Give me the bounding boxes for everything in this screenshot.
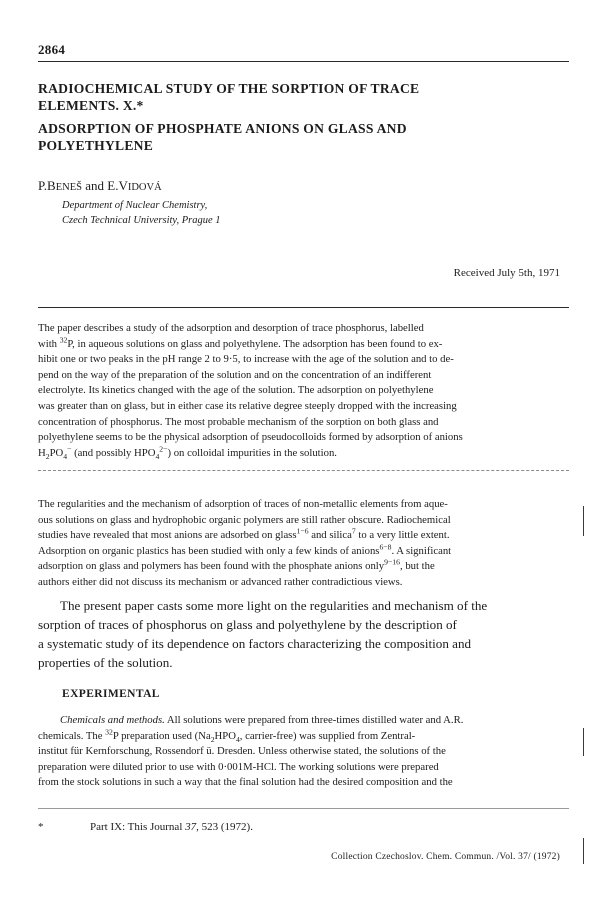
citation-superscript: 7 [351, 526, 356, 536]
affiliation-line-2: Czech Technical University, Prague 1 [62, 215, 221, 226]
experimental-line: preparation were diluted prior to use with 0·001M-HCl. The working solutions were prepared [38, 760, 439, 773]
text-run: chemicals. The [38, 729, 106, 742]
page-number: 2864 [38, 42, 66, 57]
abstract-line: pend on the way of the preparation of the solution and on the concentration of an indifferent [38, 368, 432, 381]
text-run: PO [49, 446, 64, 459]
superscript: 2− [159, 444, 168, 454]
present-paper-paragraph [38, 596, 569, 672]
intro-line [38, 559, 569, 575]
text-run: Adsorption on organic plastics has been studied with only a few kinds of anions [38, 544, 380, 557]
citation-superscript: 9−16 [384, 557, 400, 567]
experimental-paragraph [38, 713, 569, 791]
abstract-line: polyethylene seems to be the physical adsorption of pseudocolloids formed by adsorption of anions [38, 431, 463, 444]
footnote-marker: * [38, 821, 44, 833]
text-run: , but the [399, 560, 435, 573]
present-line: sorption of traces of phosphorus on glass and polyethylene by the description of [38, 617, 457, 632]
abstract-line [38, 337, 569, 353]
superscript: 32 [105, 727, 113, 737]
text-run: H [38, 446, 46, 459]
text-run: HPO [214, 729, 236, 742]
author-2-initial: E. [107, 178, 119, 193]
subscript: 4 [63, 451, 68, 461]
text-run: and silica [308, 529, 352, 542]
citation-superscript: 1−6 [296, 526, 309, 536]
run-in-heading: Chemicals and methods. [60, 714, 165, 726]
experimental-line: institut für Kernforschung, Rossendorf ü. Dresden. Unless otherwise stated, the solutions of the [38, 745, 446, 758]
intro-line [38, 528, 569, 544]
author-line [38, 178, 162, 194]
title-line-1: RADIOCHEMICAL STUDY OF THE SORPTION OF TRACE [38, 81, 420, 96]
author-2-first-letter: V [118, 178, 128, 193]
footnote [38, 821, 253, 833]
margin-scan-mark [583, 506, 584, 536]
abstract-line: electrolyte. Its kinetics changed with the age of the solution. The adsorption on polyethylene [38, 384, 434, 397]
header-rule [38, 61, 569, 62]
margin-scan-mark [583, 728, 584, 756]
text-run: P, in aqueous solutions on glass and polyethylene. The adsorption has been found to ex- [67, 337, 443, 350]
affiliation-line-1: Department of Nuclear Chemistry, [62, 200, 208, 211]
text-run: to a very little extent. [355, 529, 450, 542]
journal-footer: Collection Czechoslov. Chem. Commun. /Vol. 37/ (1972) [331, 852, 560, 862]
author-conjunction: and [81, 178, 108, 193]
received-date: Received July 5th, 1971 [453, 267, 560, 279]
text-run: All solutions were prepared from three-times distilled water and A.R. [164, 714, 464, 726]
present-line [38, 596, 569, 615]
experimental-line [38, 713, 569, 729]
abstract-line [38, 446, 569, 462]
volume-number: 37 [185, 821, 197, 833]
abstract-line: concentration of phosphorus. The most probable mechanism of the sorption on both glass and [38, 415, 439, 428]
intro-line [38, 544, 569, 560]
subscript: 2 [45, 451, 50, 461]
text-run: with [38, 337, 60, 350]
author-1-first-letter: B [47, 178, 56, 193]
author-2-surname-rest: IDOVÁ [127, 182, 162, 193]
text-run: , carrier-free) was supplied from Zentral- [239, 729, 416, 742]
text-run: ) on colloidal impurities in the solution. [167, 446, 337, 459]
title-line-2: ELEMENTS. X.* [38, 98, 144, 113]
subscript: 4 [235, 734, 240, 744]
margin-scan-mark [583, 838, 584, 864]
text-run: (and possibly HPO [71, 446, 156, 459]
author-1-initial: P. [38, 178, 48, 193]
intro-paragraph [38, 497, 569, 591]
citation-superscript: 6−8 [379, 542, 392, 552]
text-run: The present paper casts some more light on the regularities and mechanism of the [60, 598, 488, 613]
author-1-surname-rest: ENEŠ [55, 182, 82, 193]
text-run: adsorption on glass and polymers has been found with the phosphate anions only [38, 560, 385, 573]
affiliation [62, 198, 221, 228]
text-run: P preparation used (Na [112, 729, 211, 742]
article-title [38, 80, 558, 114]
abstract-line: was greater than on glass, but in either case its relative degree steeply dropped with the increasing [38, 399, 457, 412]
subtitle-line-2: POLYETHYLENE [38, 138, 154, 153]
superscript: − [67, 444, 72, 454]
abstract-top-rule [38, 307, 569, 308]
abstract-bottom-rule [38, 470, 569, 471]
present-line: properties of the solution. [38, 655, 173, 670]
intro-line: The regularities and the mechanism of adsorption of traces of non-metallic elements from aque- [38, 498, 448, 510]
footnote-rule [38, 808, 569, 809]
subtitle-line-1: ADSORPTION OF PHOSPHATE ANIONS ON GLASS AND [38, 121, 407, 136]
subscript: 4 [155, 451, 160, 461]
section-heading-experimental: EXPERIMENTAL [62, 688, 160, 700]
present-line: a systematic study of its dependence on factors characterizing the composition and [38, 636, 472, 651]
article-subtitle [38, 120, 558, 154]
text-run: Part IX: This Journal [90, 821, 186, 833]
abstract-line: hibit one or two peaks in the pH range 2 to 9·5, to increase with the age of the solution and to de- [38, 353, 454, 366]
text-run: studies have revealed that most anions are adsorbed on glass [38, 529, 297, 542]
abstract-line: The paper describes a study of the adsorption and desorption of trace phosphorus, labelled [38, 322, 424, 334]
experimental-line [38, 729, 569, 745]
intro-line: ous solutions on glass and hydrophobic organic polymers are still rather obscure. Radiochemical [38, 513, 451, 526]
text-run: . A significant [391, 544, 452, 557]
intro-line: authors either did not discuss its mechanism or advanced rather contradictious views. [38, 575, 403, 588]
experimental-line: from the stock solutions in such a way that the final solution had the desired composition and the [38, 776, 453, 789]
subscript: 2 [210, 734, 215, 744]
abstract [38, 321, 569, 461]
text-run: , 523 (1972). [196, 821, 253, 833]
superscript: 32 [59, 335, 68, 345]
